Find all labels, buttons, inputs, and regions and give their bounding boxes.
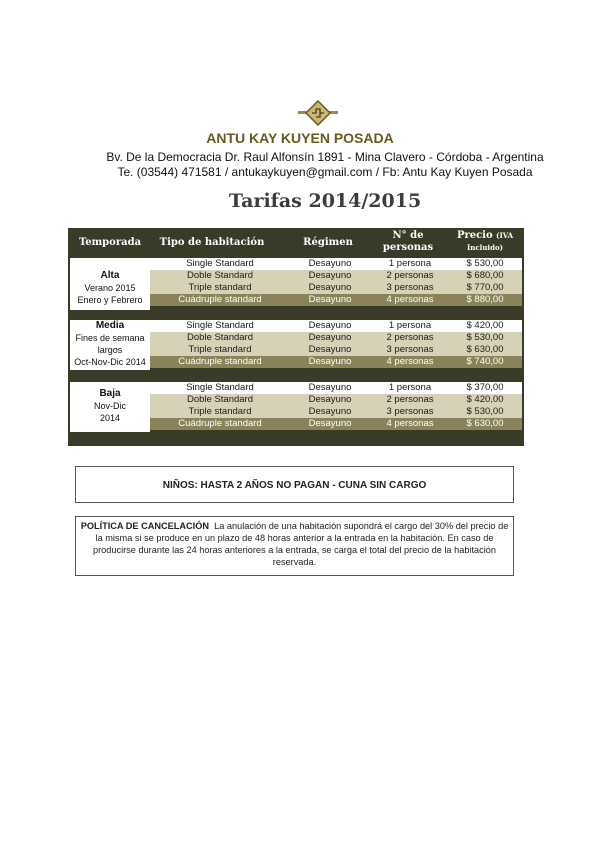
room-type-cell: Single Standard [186, 258, 254, 269]
header-persons-line2: personas [382, 242, 434, 253]
room-type-cell: Doble Standard [186, 332, 254, 343]
price-cell: $ 420,00 [466, 320, 504, 331]
table-row [150, 282, 522, 294]
address-line: Bv. De la Democracia Dr. Raul Alfonsín 1891 - Mina Clavero - Córdoba - Argentina [106, 150, 544, 164]
persons-cell: 3 personas [386, 406, 434, 417]
regime-cell: Desayuno [308, 344, 352, 355]
header-season: Temporada [78, 237, 142, 248]
price-cell: $ 630,00 [466, 418, 504, 429]
season-name: Alta [100, 270, 120, 281]
season-detail: 2014 [99, 413, 121, 423]
greek-key-logo-icon [298, 100, 338, 126]
price-cell: $ 370,00 [466, 382, 504, 393]
children-notice: NIÑOS: HASTA 2 AÑOS NO PAGAN - CUNA SIN CARGO [75, 466, 514, 503]
table-row [150, 320, 522, 332]
room-type-cell: Triple standard [188, 344, 252, 355]
price-cell: $ 530,00 [466, 332, 504, 343]
regime-cell: Desayuno [308, 332, 352, 343]
header-room-type: Tipo de habitación [159, 237, 265, 248]
room-type-cell: Cuádruple standard [178, 418, 262, 429]
room-type-cell: Doble Standard [186, 270, 254, 281]
header-regime: Régimen [303, 237, 353, 248]
price-cell: $ 530,00 [466, 258, 504, 269]
season-name: Baja [99, 388, 121, 399]
season-media-label [70, 320, 150, 370]
table-row [150, 406, 522, 418]
header-persons [373, 230, 443, 254]
price-cell: $ 420,00 [466, 394, 504, 405]
room-type-cell: Single Standard [186, 382, 254, 393]
season-name: Media [95, 320, 125, 331]
header-persons-line1: N° de [392, 230, 424, 241]
header-price [446, 230, 524, 254]
regime-cell: Desayuno [308, 270, 352, 281]
room-type-cell: Single Standard [186, 320, 254, 331]
header-price-note-a: (IVA [496, 231, 514, 240]
cancellation-policy [75, 516, 514, 576]
table-row [150, 270, 522, 282]
rates-table [68, 228, 524, 446]
persons-cell: 1 persona [388, 382, 432, 393]
price-cell: $ 630,00 [466, 344, 504, 355]
persons-cell: 2 personas [386, 394, 434, 405]
room-type-cell: Cuádruple standard [178, 356, 262, 367]
season-detail: Nov-Dic [93, 401, 126, 411]
regime-cell: Desayuno [308, 294, 352, 305]
season-baja-label [70, 382, 150, 432]
table-row [150, 258, 522, 270]
table-header [68, 228, 524, 258]
regime-cell: Desayuno [308, 382, 352, 393]
table-row [150, 418, 522, 430]
regime-cell: Desayuno [308, 406, 352, 417]
persons-cell: 1 persona [388, 258, 432, 269]
table-row [150, 382, 522, 394]
season-detail: largos [97, 345, 123, 355]
regime-cell: Desayuno [308, 356, 352, 367]
table-row [150, 344, 522, 356]
regime-cell: Desayuno [308, 282, 352, 293]
price-cell: $ 770,00 [466, 282, 504, 293]
table-row [150, 332, 522, 344]
header-price-label: Precio [456, 230, 493, 241]
room-type-cell: Doble Standard [186, 394, 254, 405]
season-detail: Enero y Febrero [77, 295, 143, 305]
table-row [150, 394, 522, 406]
persons-cell: 1 persona [388, 320, 432, 331]
persons-cell: 4 personas [386, 294, 434, 305]
business-name: ANTU KAY KUYEN POSADA [206, 130, 394, 146]
page-title: Tarifas 2014/2015 [228, 190, 422, 212]
price-cell: $ 740,00 [466, 356, 504, 367]
price-cell: $ 680,00 [466, 270, 504, 281]
regime-cell: Desayuno [308, 394, 352, 405]
price-cell: $ 880,00 [466, 294, 504, 305]
regime-cell: Desayuno [308, 320, 352, 331]
persons-cell: 3 personas [386, 344, 434, 355]
contact-line: Te. (03544) 471581 / antukaykuyen@gmail.com / Fb: Antu Kay Kuyen Posada [117, 165, 533, 179]
persons-cell: 2 personas [386, 332, 434, 343]
regime-cell: Desayuno [308, 418, 352, 429]
persons-cell: 4 personas [386, 418, 434, 429]
policy-text: La anulación de una habitación supondrá el cargo del 30% del precio de la misma si se produce en un plazo de 48 horas anterior a la entrada en la habitación. En caso de producirse durante las 24 horas anteriores a la entrada, se carga el total del precio de la habitación reservada. [93, 521, 509, 567]
room-type-cell: Cuádruple standard [178, 294, 262, 305]
season-detail: Oct-Nov-Dic 2014 [74, 357, 146, 367]
price-cell: $ 530,00 [466, 406, 504, 417]
table-row [150, 356, 522, 368]
season-detail: Verano 2015 [84, 283, 136, 293]
room-type-cell: Triple standard [188, 282, 252, 293]
table-row [150, 294, 522, 306]
room-type-cell: Triple standard [188, 406, 252, 417]
regime-cell: Desayuno [308, 258, 352, 269]
season-detail: Fines de semana [75, 333, 145, 343]
persons-cell: 2 personas [386, 270, 434, 281]
persons-cell: 4 personas [386, 356, 434, 367]
persons-cell: 3 personas [386, 282, 434, 293]
season-alta-label [70, 258, 150, 310]
header-price-note-b: Incluido) [467, 243, 503, 252]
policy-heading: POLÍTICA DE CANCELACIÓN [80, 521, 209, 531]
